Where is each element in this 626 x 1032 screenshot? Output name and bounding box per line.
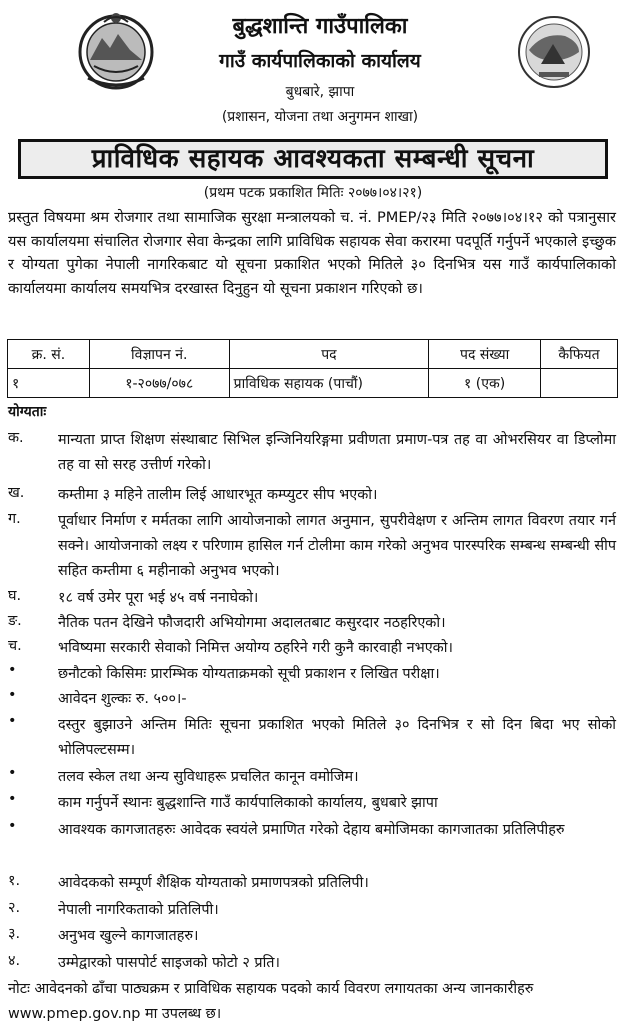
table-row	[8, 369, 618, 398]
item-text: छनौटको किसिमः प्रारम्भिक योग्यताक्रमको सूची प्रकाशन र लिखित परीक्षा।	[58, 666, 440, 682]
col-post-count: पद संख्या	[429, 340, 541, 369]
item-text: उम्मेद्वारको पासपोर्ट साइजको फोटो २ प्रति।	[58, 955, 280, 971]
item-text: १८ वर्ष उमेर पूरा भई ४५ वर्ष ननाघेको।	[58, 590, 259, 606]
item-text: आवश्यक कागजातहरुः आवेदक स्वयंले प्रमाणित गरेको देहाय बमोजिमका कागजातका प्रतिलिपीहरु	[58, 822, 565, 838]
col-ad-number: विज्ञापन नं.	[89, 340, 229, 369]
notice-heading-banner: प्राविधिक सहायक आवश्यकता सम्बन्धी सूचना	[18, 139, 608, 179]
col-post: पद	[229, 340, 429, 369]
item-marker: •	[8, 765, 17, 781]
branch-name: (प्रशासन, योजना तथा अनुगमन शाखा)	[221, 109, 419, 125]
item-marker: २.	[8, 900, 21, 916]
item-text: नेपाली नागरिकताको प्रतिलिपी।	[58, 902, 219, 918]
item-marker: च.	[8, 638, 22, 654]
cell-post: प्राविधिक सहायक (पाचौं)	[229, 369, 429, 398]
cell-post-count: १ (एक)	[429, 369, 541, 398]
table-header-row	[8, 340, 618, 369]
item-text: आवेदन शुल्कः रु. ५००।-	[58, 691, 187, 707]
item-text: अनुभव खुल्ने कागजातहरु।	[58, 928, 199, 944]
qualification-heading: योग्यताः	[8, 404, 47, 420]
item-marker: ४.	[8, 953, 21, 969]
col-serial: क्र. सं.	[8, 340, 90, 369]
cell-remarks	[541, 369, 618, 398]
item-marker: घ.	[8, 588, 22, 604]
item-text: पूर्वाधार निर्माण र मर्मतका लागि आयोजनाको लागत अनुमान, सुपरीवेक्षण र अन्तिम लागत विवरण तयार गर्न सक्ने। आयोजनाको लक्ष्य र परिणाम हासिल गर्न टोलीमा काम गरेको अनुभव पारस्परिक सम्बन्ध सम्बन्धी सीप सहित कम्तीमा ६ महीनाको अनुभव भएको।	[58, 513, 616, 579]
item-text: तलव स्केल तथा अन्य सुविधाहरू प्रचलित कानून वमोजिम।	[58, 769, 359, 785]
item-marker: ङ.	[8, 613, 22, 629]
item-marker: ग.	[8, 511, 21, 527]
cell-ad-number: १-२०७७/०७८	[89, 369, 229, 398]
item-marker: क.	[8, 430, 24, 446]
municipality-title: बुद्धशान्ति गाउँपालिका	[232, 14, 408, 39]
cell-serial: १	[8, 369, 90, 398]
office-name: गाउँ कार्यपालिकाको कार्यालय	[219, 50, 421, 72]
item-marker: १.	[8, 873, 21, 889]
item-text: काम गर्नुपर्ने स्थानः बुद्धशान्ति गाउँ कार्यपालिकाको कार्यालय, बुधबारे झापा	[58, 795, 438, 811]
item-text: दस्तुर बुझाउने अन्तिम मितिः सूचना प्रकाशित भएको मितिले ३० दिनभित्र र सो दिन बिदा भए सोको भोलिपल्टसम्म।	[58, 717, 616, 758]
intro-paragraph: प्रस्तुत विषयमा श्रम रोजगार तथा सामाजिक सुरक्षा मन्त्रालयको च. नं. PMEP/२३ मिति २०७७।०४।१२ को पत्रानुसार यस कार्यालयमा संचालित रोजगार सेवा केन्द्रका लागि प्राविधिक सहायक सेवा करारमा पदपूर्ति गर्नुपर्ने भएकाले इच्छुक र योग्यता पुगेका नेपाली नागरिकबाट यो सूचना प्रकाशित भएको मितिले ३० दिनभित्र यस गाउँ कार्यपालिकाको कार्यालयमा कार्यालय समयभित्र दरखास्त दिनुहुन यो सूचना प्रकाशन गरिएको छ।	[8, 209, 616, 298]
col-remarks: कैफियत	[541, 340, 618, 369]
item-marker: •	[8, 687, 17, 703]
nepal-emblem-logo	[74, 8, 158, 92]
pmep-logo	[513, 14, 595, 92]
item-text: भविष्यमा सरकारी सेवाको निमित्त अयोग्य ठहरिने गरी कुनै कारवाही नभएको।	[58, 640, 453, 656]
footer-note: नोटः आवेदनको ढाँचा पाठ्यक्रम र प्राविधिक सहायक पदको कार्य विवरण लगायतका अन्य जानकारीहरु www.pmep.gov.np मा उपलब्ध छ।	[8, 981, 534, 1022]
item-marker: •	[8, 713, 17, 729]
item-text: मान्यता प्राप्त शिक्षण संस्थाबाट सिभिल इन्जिनियरिङ्गमा प्रवीणता प्रमाण-पत्र तह वा ओभरसियर वा डिप्लोमा तह वा सो सरह उत्तीर्ण गरेको।	[58, 432, 616, 473]
office-location: बुधबारे, झापा	[285, 84, 355, 100]
item-marker: •	[8, 662, 17, 678]
item-marker: ३.	[8, 926, 21, 942]
publication-date: (प्रथम पटक प्रकाशित मितिः २०७७।०४।२१)	[203, 185, 423, 201]
item-text: नैतिक पतन देखिने फौजदारी अभियोगमा अदालतबाट कसुरदार नठहरिएको।	[58, 615, 446, 631]
item-marker: •	[8, 791, 17, 807]
item-text: आवेदकको सम्पूर्ण शैक्षिक योग्यताको प्रमाणपत्रको प्रतिलिपी।	[58, 875, 369, 891]
item-marker: ख.	[8, 485, 25, 501]
item-text: कम्तीमा ३ महिने तालीम लिई आधारभूत कम्प्युटर सीप भएको।	[58, 487, 378, 503]
vacancy-table	[7, 339, 618, 398]
item-marker: •	[8, 818, 17, 834]
